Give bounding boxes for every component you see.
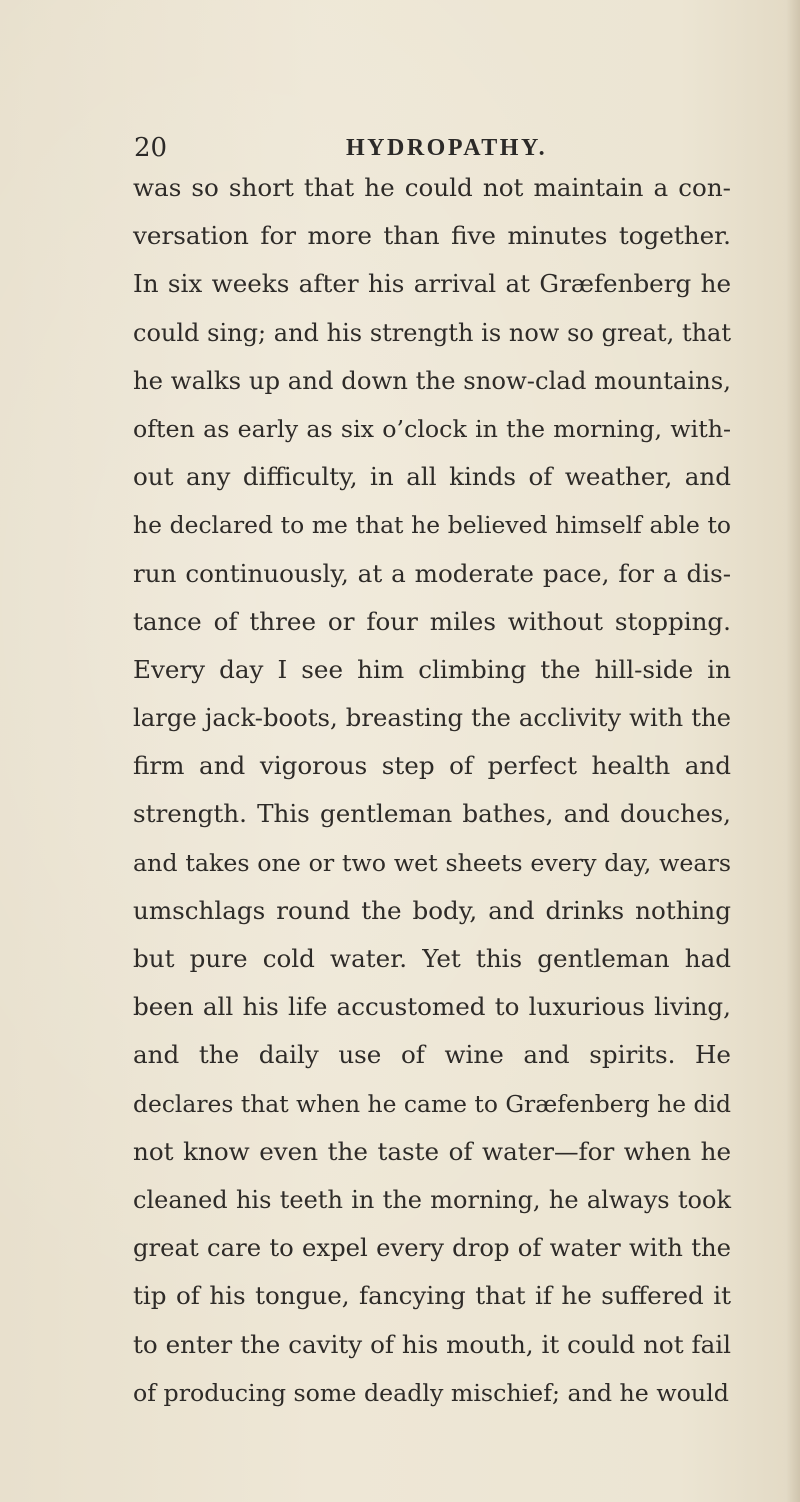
text-line: large jack-boots, breasting the acclivity with the — [133, 703, 731, 733]
page-header — [134, 128, 734, 168]
text-line: and the daily use of wine and spirits. He — [133, 1040, 731, 1070]
text-line: not know even the taste of water—for when he — [133, 1136, 731, 1166]
text-line: firm and vigorous step of perfect health and — [133, 751, 731, 781]
text-line: he declared to me that he believed himself able to — [133, 511, 731, 540]
text-line: out any difficulty, in all kinds of weather, and — [133, 462, 731, 492]
text-line: been all his life accustomed to luxurious living, — [133, 992, 731, 1022]
text-line: he walks up and down the snow-clad mountains, — [133, 365, 731, 395]
text-line: but pure cold water. Yet this gentleman had — [133, 944, 731, 973]
text-line: to enter the cavity of his mouth, it could not fail — [133, 1329, 731, 1359]
text-line: tance of three or four miles without stopping. — [133, 606, 731, 636]
text-line: run continuously, at a moderate pace, for a dis- — [133, 558, 731, 588]
text-line: of producing some deadly mischief; and he would — [133, 1378, 729, 1407]
text-line: versation for more than five minutes together. — [133, 221, 731, 251]
running-title: HYDROPATHY. — [346, 135, 548, 161]
page-edge-shadow — [786, 0, 800, 1502]
text-line: Every day I see him climbing the hill-side in — [133, 654, 731, 684]
text-line: cleaned his teeth in the morning, he always took — [133, 1185, 731, 1214]
text-line: In six weeks after his arrival at Græfenberg he — [133, 269, 731, 299]
text-line: tip of his tongue, fancying that if he suffered it — [133, 1281, 731, 1311]
text-line: could sing; and his strength is now so great, that — [133, 318, 731, 347]
text-line: strength. This gentleman bathes, and douches, — [133, 799, 731, 829]
text-line: great care to expel every drop of water with the — [133, 1233, 731, 1263]
body-text — [133, 164, 731, 1417]
text-line: and takes one or two wet sheets every day, wears — [133, 848, 731, 877]
text-line: was so short that he could not maintain a con- — [133, 173, 731, 202]
text-line: umschlags round the body, and drinks nothing — [133, 895, 731, 925]
text-line: often as early as six o’clock in the morning, with- — [133, 414, 731, 443]
text-line: declares that when he came to Græfenberg he did — [133, 1089, 731, 1118]
page-number: 20 — [134, 133, 168, 163]
